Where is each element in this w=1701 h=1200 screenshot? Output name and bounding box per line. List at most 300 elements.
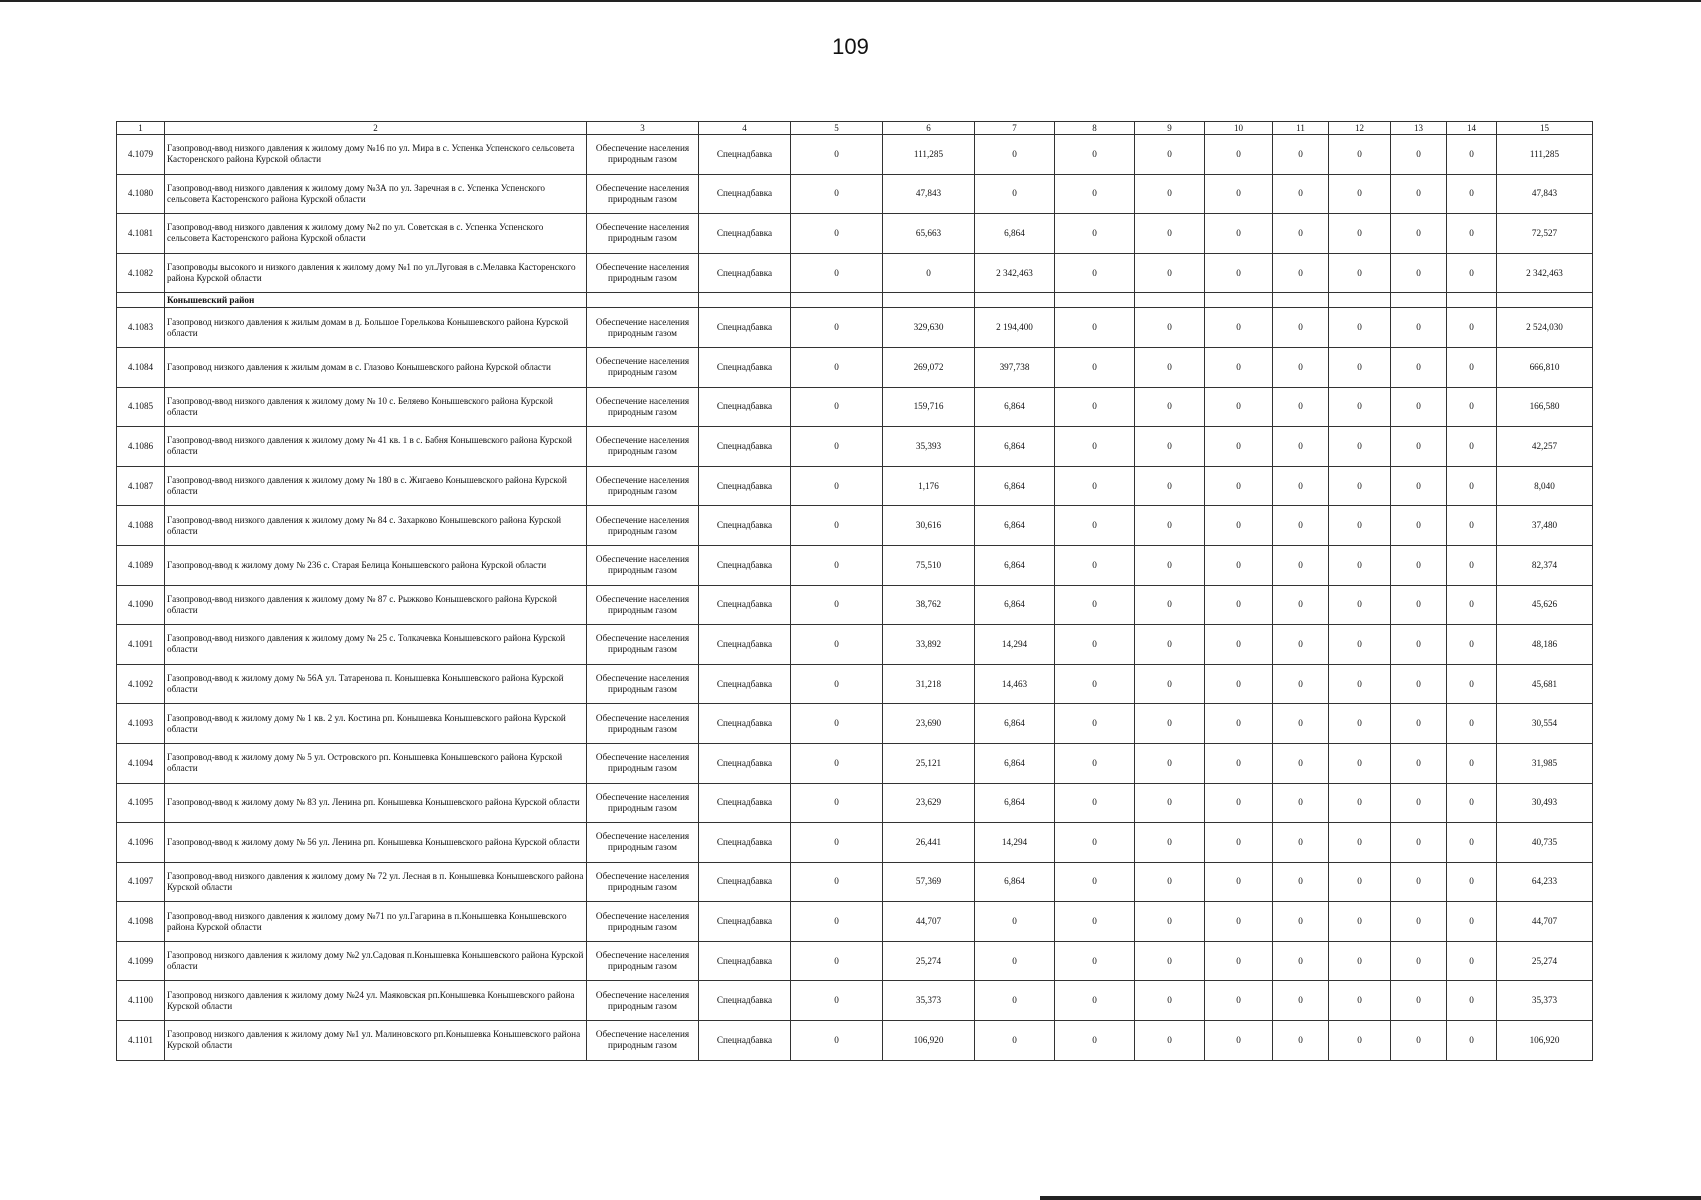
- district-empty-cell: [883, 293, 975, 308]
- value-col-13: 0: [1391, 941, 1447, 981]
- value-col-6: 23,629: [883, 783, 975, 823]
- purpose: Обеспечение населения природным газом: [587, 743, 699, 783]
- value-col-6: 30,616: [883, 506, 975, 546]
- purpose: Обеспечение населения природным газом: [587, 347, 699, 387]
- purpose: Обеспечение населения природным газом: [587, 214, 699, 254]
- value-col-10: 0: [1205, 664, 1273, 704]
- row-id: 4.1088: [117, 506, 165, 546]
- total-value: 2 342,463: [1497, 253, 1593, 293]
- value-col-5: 0: [791, 941, 883, 981]
- value-col-5: 0: [791, 308, 883, 348]
- value-col-10: 0: [1205, 941, 1273, 981]
- value-col-7: 6,864: [975, 783, 1055, 823]
- object-name: Газопровод-ввод к жилому дому № 56 ул. Ленина рп. Конышевка Конышевского района Курской области: [165, 823, 587, 863]
- object-name: Газопровод низкого давления к жилому дому №2 ул.Садовая п.Конышевка Конышевского района Курской области: [165, 941, 587, 981]
- value-col-11: 0: [1273, 174, 1329, 214]
- value-col-14: 0: [1447, 1021, 1497, 1061]
- value-col-11: 0: [1273, 664, 1329, 704]
- value-col-9: 0: [1135, 625, 1205, 665]
- value-col-10: 0: [1205, 506, 1273, 546]
- total-value: 30,554: [1497, 704, 1593, 744]
- object-name: Газопровод-ввод низкого давления к жилому дому №2 по ул. Советская в с. Успенка Успенского сельсовета Касторенского района Курской области: [165, 214, 587, 254]
- value-col-8: 0: [1055, 135, 1135, 175]
- funding-source: Спецнадбавка: [699, 545, 791, 585]
- total-value: 37,480: [1497, 506, 1593, 546]
- district-id-cell: [117, 293, 165, 308]
- value-col-10: 0: [1205, 902, 1273, 942]
- object-name: Газопровод-ввод низкого давления к жилому дому № 84 с. Захарково Конышевского района Курской области: [165, 506, 587, 546]
- row-id: 4.1092: [117, 664, 165, 704]
- purpose: Обеспечение населения природным газом: [587, 823, 699, 863]
- column-number-4: 4: [699, 122, 791, 135]
- total-value: 2 524,030: [1497, 308, 1593, 348]
- district-empty-cell: [699, 293, 791, 308]
- value-col-10: 0: [1205, 387, 1273, 427]
- value-col-9: 0: [1135, 902, 1205, 942]
- value-col-7: 2 194,400: [975, 308, 1055, 348]
- value-col-6: 1,176: [883, 466, 975, 506]
- value-col-14: 0: [1447, 214, 1497, 254]
- value-col-14: 0: [1447, 783, 1497, 823]
- value-col-12: 0: [1329, 545, 1391, 585]
- value-col-8: 0: [1055, 545, 1135, 585]
- value-col-14: 0: [1447, 664, 1497, 704]
- row-id: 4.1089: [117, 545, 165, 585]
- funding-source: Спецнадбавка: [699, 862, 791, 902]
- value-col-7: 6,864: [975, 743, 1055, 783]
- column-number-15: 15: [1497, 122, 1593, 135]
- object-name: Газопровод-ввод к жилому дому № 236 с. Старая Белица Конышевского района Курской области: [165, 545, 587, 585]
- value-col-11: 0: [1273, 214, 1329, 254]
- purpose: Обеспечение населения природным газом: [587, 1021, 699, 1061]
- funding-source: Спецнадбавка: [699, 625, 791, 665]
- value-col-12: 0: [1329, 387, 1391, 427]
- table-row: [117, 981, 1593, 1021]
- object-name: Газопровод-ввод к жилому дому № 5 ул. Островского рп. Конышевка Конышевского района Курской области: [165, 743, 587, 783]
- value-col-8: 0: [1055, 902, 1135, 942]
- value-col-12: 0: [1329, 981, 1391, 1021]
- total-value: 666,810: [1497, 347, 1593, 387]
- purpose: Обеспечение населения природным газом: [587, 427, 699, 467]
- value-col-6: 106,920: [883, 1021, 975, 1061]
- value-col-12: 0: [1329, 625, 1391, 665]
- purpose: Обеспечение населения природным газом: [587, 387, 699, 427]
- value-col-9: 0: [1135, 823, 1205, 863]
- value-col-14: 0: [1447, 253, 1497, 293]
- value-col-7: 14,294: [975, 823, 1055, 863]
- value-col-13: 0: [1391, 347, 1447, 387]
- purpose: Обеспечение населения природным газом: [587, 135, 699, 175]
- row-id: 4.1091: [117, 625, 165, 665]
- scan-edge-bottom: [1040, 1196, 1701, 1200]
- district-empty-cell: [791, 293, 883, 308]
- value-col-6: 329,630: [883, 308, 975, 348]
- value-col-12: 0: [1329, 347, 1391, 387]
- value-col-7: 6,864: [975, 506, 1055, 546]
- row-id: 4.1093: [117, 704, 165, 744]
- value-col-5: 0: [791, 664, 883, 704]
- value-col-13: 0: [1391, 135, 1447, 175]
- value-col-11: 0: [1273, 347, 1329, 387]
- value-col-12: 0: [1329, 941, 1391, 981]
- value-col-9: 0: [1135, 214, 1205, 254]
- value-col-7: 14,294: [975, 625, 1055, 665]
- value-col-7: 2 342,463: [975, 253, 1055, 293]
- value-col-13: 0: [1391, 308, 1447, 348]
- value-col-8: 0: [1055, 823, 1135, 863]
- table-row: [117, 902, 1593, 942]
- object-name: Газопровод-ввод к жилому дому № 1 кв. 2 ул. Костина рп. Конышевка Конышевского района Курской области: [165, 704, 587, 744]
- value-col-12: 0: [1329, 1021, 1391, 1061]
- funding-source: Спецнадбавка: [699, 981, 791, 1021]
- purpose: Обеспечение населения природным газом: [587, 783, 699, 823]
- value-col-13: 0: [1391, 862, 1447, 902]
- value-col-9: 0: [1135, 783, 1205, 823]
- value-col-8: 0: [1055, 427, 1135, 467]
- funding-source: Спецнадбавка: [699, 704, 791, 744]
- row-id: 4.1083: [117, 308, 165, 348]
- value-col-13: 0: [1391, 783, 1447, 823]
- value-col-6: 25,121: [883, 743, 975, 783]
- value-col-14: 0: [1447, 387, 1497, 427]
- purpose: Обеспечение населения природным газом: [587, 253, 699, 293]
- value-col-8: 0: [1055, 466, 1135, 506]
- value-col-13: 0: [1391, 823, 1447, 863]
- column-number-10: 10: [1205, 122, 1273, 135]
- value-col-12: 0: [1329, 135, 1391, 175]
- value-col-9: 0: [1135, 135, 1205, 175]
- object-name: Газопровод-ввод низкого давления к жилому дому № 72 ул. Лесная в п. Конышевка Конышевского района Курской области: [165, 862, 587, 902]
- row-id: 4.1094: [117, 743, 165, 783]
- value-col-9: 0: [1135, 862, 1205, 902]
- value-col-6: 57,369: [883, 862, 975, 902]
- table-row: [117, 783, 1593, 823]
- purpose: Обеспечение населения природным газом: [587, 941, 699, 981]
- value-col-9: 0: [1135, 466, 1205, 506]
- value-col-10: 0: [1205, 347, 1273, 387]
- value-col-11: 0: [1273, 862, 1329, 902]
- value-col-14: 0: [1447, 174, 1497, 214]
- value-col-9: 0: [1135, 174, 1205, 214]
- column-number-7: 7: [975, 122, 1055, 135]
- value-col-13: 0: [1391, 427, 1447, 467]
- value-col-14: 0: [1447, 308, 1497, 348]
- value-col-11: 0: [1273, 466, 1329, 506]
- value-col-11: 0: [1273, 902, 1329, 942]
- table-row: [117, 941, 1593, 981]
- object-name: Газопровод-ввод низкого давления к жилому дому №3А по ул. Заречная в с. Успенка Успенского сельсовета Касторенского района Курской области: [165, 174, 587, 214]
- row-id: 4.1101: [117, 1021, 165, 1061]
- row-id: 4.1095: [117, 783, 165, 823]
- table-row: [117, 862, 1593, 902]
- value-col-6: 159,716: [883, 387, 975, 427]
- funding-source: Спецнадбавка: [699, 214, 791, 254]
- value-col-13: 0: [1391, 174, 1447, 214]
- value-col-11: 0: [1273, 783, 1329, 823]
- value-col-6: 26,441: [883, 823, 975, 863]
- funding-source: Спецнадбавка: [699, 585, 791, 625]
- district-empty-cell: [1135, 293, 1205, 308]
- table-row: [117, 823, 1593, 863]
- value-col-14: 0: [1447, 466, 1497, 506]
- district-empty-cell: [1447, 293, 1497, 308]
- purpose: Обеспечение населения природным газом: [587, 981, 699, 1021]
- row-id: 4.1082: [117, 253, 165, 293]
- value-col-9: 0: [1135, 585, 1205, 625]
- value-col-11: 0: [1273, 704, 1329, 744]
- table-body: [117, 122, 1593, 1061]
- purpose: Обеспечение населения природным газом: [587, 466, 699, 506]
- value-col-10: 0: [1205, 174, 1273, 214]
- table-row: [117, 347, 1593, 387]
- value-col-10: 0: [1205, 214, 1273, 254]
- purpose: Обеспечение населения природным газом: [587, 862, 699, 902]
- row-id: 4.1099: [117, 941, 165, 981]
- value-col-13: 0: [1391, 585, 1447, 625]
- value-col-8: 0: [1055, 743, 1135, 783]
- row-id: 4.1081: [117, 214, 165, 254]
- value-col-12: 0: [1329, 214, 1391, 254]
- value-col-6: 75,510: [883, 545, 975, 585]
- value-col-6: 23,690: [883, 704, 975, 744]
- value-col-6: 44,707: [883, 902, 975, 942]
- value-col-8: 0: [1055, 625, 1135, 665]
- table-row: [117, 387, 1593, 427]
- value-col-14: 0: [1447, 625, 1497, 665]
- value-col-5: 0: [791, 862, 883, 902]
- funding-source: Спецнадбавка: [699, 941, 791, 981]
- value-col-10: 0: [1205, 308, 1273, 348]
- value-col-5: 0: [791, 704, 883, 744]
- value-col-14: 0: [1447, 902, 1497, 942]
- value-col-7: 6,864: [975, 387, 1055, 427]
- total-value: 47,843: [1497, 174, 1593, 214]
- table-row: [117, 174, 1593, 214]
- value-col-14: 0: [1447, 135, 1497, 175]
- value-col-9: 0: [1135, 308, 1205, 348]
- district-empty-cell: [1497, 293, 1593, 308]
- value-col-5: 0: [791, 387, 883, 427]
- district-empty-cell: [1391, 293, 1447, 308]
- value-col-8: 0: [1055, 941, 1135, 981]
- purpose: Обеспечение населения природным газом: [587, 625, 699, 665]
- gas-pipeline-table: [116, 121, 1593, 1061]
- value-col-11: 0: [1273, 585, 1329, 625]
- value-col-14: 0: [1447, 704, 1497, 744]
- row-id: 4.1085: [117, 387, 165, 427]
- table-row: [117, 664, 1593, 704]
- value-col-14: 0: [1447, 823, 1497, 863]
- table-row: [117, 427, 1593, 467]
- value-col-5: 0: [791, 466, 883, 506]
- value-col-12: 0: [1329, 783, 1391, 823]
- value-col-7: 0: [975, 902, 1055, 942]
- value-col-8: 0: [1055, 1021, 1135, 1061]
- row-id: 4.1086: [117, 427, 165, 467]
- value-col-7: 397,738: [975, 347, 1055, 387]
- value-col-6: 0: [883, 253, 975, 293]
- value-col-10: 0: [1205, 135, 1273, 175]
- total-value: 166,580: [1497, 387, 1593, 427]
- value-col-13: 0: [1391, 387, 1447, 427]
- value-col-5: 0: [791, 1021, 883, 1061]
- funding-source: Спецнадбавка: [699, 253, 791, 293]
- funding-source: Спецнадбавка: [699, 1021, 791, 1061]
- object-name: Газопровод низкого давления к жилым домам в д. Большое Горелькова Конышевского района Курской области: [165, 308, 587, 348]
- value-col-5: 0: [791, 981, 883, 1021]
- value-col-8: 0: [1055, 214, 1135, 254]
- value-col-13: 0: [1391, 506, 1447, 546]
- column-number-14: 14: [1447, 122, 1497, 135]
- value-col-8: 0: [1055, 308, 1135, 348]
- value-col-13: 0: [1391, 704, 1447, 744]
- value-col-10: 0: [1205, 625, 1273, 665]
- value-col-6: 47,843: [883, 174, 975, 214]
- column-number-3: 3: [587, 122, 699, 135]
- value-col-7: 0: [975, 941, 1055, 981]
- value-col-8: 0: [1055, 585, 1135, 625]
- value-col-10: 0: [1205, 1021, 1273, 1061]
- value-col-6: 25,274: [883, 941, 975, 981]
- value-col-10: 0: [1205, 466, 1273, 506]
- value-col-5: 0: [791, 743, 883, 783]
- district-name: Конышевский район: [165, 293, 587, 308]
- value-col-14: 0: [1447, 862, 1497, 902]
- value-col-7: 14,463: [975, 664, 1055, 704]
- value-col-7: 6,864: [975, 862, 1055, 902]
- column-number-12: 12: [1329, 122, 1391, 135]
- value-col-11: 0: [1273, 625, 1329, 665]
- funding-source: Спецнадбавка: [699, 506, 791, 546]
- value-col-14: 0: [1447, 427, 1497, 467]
- value-col-13: 0: [1391, 743, 1447, 783]
- total-value: 111,285: [1497, 135, 1593, 175]
- value-col-14: 0: [1447, 585, 1497, 625]
- value-col-12: 0: [1329, 253, 1391, 293]
- value-col-11: 0: [1273, 387, 1329, 427]
- value-col-9: 0: [1135, 941, 1205, 981]
- table-row: [117, 625, 1593, 665]
- value-col-7: 6,864: [975, 214, 1055, 254]
- column-number-header: [117, 122, 1593, 135]
- value-col-9: 0: [1135, 506, 1205, 546]
- value-col-11: 0: [1273, 1021, 1329, 1061]
- total-value: 40,735: [1497, 823, 1593, 863]
- total-value: 48,186: [1497, 625, 1593, 665]
- row-id: 4.1096: [117, 823, 165, 863]
- table-row: [117, 743, 1593, 783]
- total-value: 72,527: [1497, 214, 1593, 254]
- value-col-8: 0: [1055, 862, 1135, 902]
- row-id: 4.1098: [117, 902, 165, 942]
- value-col-5: 0: [791, 253, 883, 293]
- value-col-9: 0: [1135, 253, 1205, 293]
- value-col-12: 0: [1329, 902, 1391, 942]
- value-col-12: 0: [1329, 174, 1391, 214]
- value-col-5: 0: [791, 506, 883, 546]
- value-col-11: 0: [1273, 506, 1329, 546]
- value-col-14: 0: [1447, 981, 1497, 1021]
- value-col-11: 0: [1273, 308, 1329, 348]
- value-col-5: 0: [791, 135, 883, 175]
- value-col-9: 0: [1135, 545, 1205, 585]
- value-col-7: 6,864: [975, 427, 1055, 467]
- value-col-7: 6,864: [975, 466, 1055, 506]
- value-col-9: 0: [1135, 387, 1205, 427]
- value-col-12: 0: [1329, 466, 1391, 506]
- value-col-10: 0: [1205, 743, 1273, 783]
- value-col-14: 0: [1447, 347, 1497, 387]
- value-col-5: 0: [791, 174, 883, 214]
- total-value: 45,626: [1497, 585, 1593, 625]
- row-id: 4.1090: [117, 585, 165, 625]
- value-col-9: 0: [1135, 427, 1205, 467]
- funding-source: Спецнадбавка: [699, 466, 791, 506]
- value-col-14: 0: [1447, 743, 1497, 783]
- value-col-6: 33,892: [883, 625, 975, 665]
- value-col-7: 0: [975, 135, 1055, 175]
- value-col-7: 6,864: [975, 704, 1055, 744]
- value-col-7: 0: [975, 174, 1055, 214]
- value-col-10: 0: [1205, 823, 1273, 863]
- value-col-13: 0: [1391, 1021, 1447, 1061]
- value-col-8: 0: [1055, 506, 1135, 546]
- value-col-12: 0: [1329, 427, 1391, 467]
- value-col-9: 0: [1135, 1021, 1205, 1061]
- row-id: 4.1100: [117, 981, 165, 1021]
- purpose: Обеспечение населения природным газом: [587, 704, 699, 744]
- value-col-10: 0: [1205, 862, 1273, 902]
- object-name: Газопровод-ввод низкого давления к жилому дому №16 по ул. Мира в с. Успенка Успенского сельсовета Касторенского района Курской области: [165, 135, 587, 175]
- column-number-13: 13: [1391, 122, 1447, 135]
- column-number-9: 9: [1135, 122, 1205, 135]
- total-value: 25,274: [1497, 941, 1593, 981]
- table-row: [117, 506, 1593, 546]
- value-col-13: 0: [1391, 545, 1447, 585]
- column-number-6: 6: [883, 122, 975, 135]
- value-col-14: 0: [1447, 545, 1497, 585]
- district-empty-cell: [1329, 293, 1391, 308]
- purpose: Обеспечение населения природным газом: [587, 585, 699, 625]
- value-col-8: 0: [1055, 783, 1135, 823]
- object-name: Газопровод-ввод к жилому дому № 83 ул. Ленина рп. Конышевка Конышевского района Курской области: [165, 783, 587, 823]
- value-col-8: 0: [1055, 253, 1135, 293]
- value-col-14: 0: [1447, 506, 1497, 546]
- object-name: Газопроводы высокого и низкого давления к жилому дому №1 по ул.Луговая в с.Мелавка Касторенского района Курской области: [165, 253, 587, 293]
- value-col-12: 0: [1329, 585, 1391, 625]
- object-name: Газопровод-ввод низкого давления к жилому дому № 25 с. Толкачевка Конышевского района Курской области: [165, 625, 587, 665]
- column-number-1: 1: [117, 122, 165, 135]
- table-row: [117, 308, 1593, 348]
- value-col-13: 0: [1391, 466, 1447, 506]
- value-col-7: 0: [975, 1021, 1055, 1061]
- value-col-12: 0: [1329, 743, 1391, 783]
- value-col-5: 0: [791, 783, 883, 823]
- district-header-row: [117, 293, 1593, 308]
- value-col-14: 0: [1447, 941, 1497, 981]
- value-col-7: 0: [975, 981, 1055, 1021]
- total-value: 82,374: [1497, 545, 1593, 585]
- object-name: Газопровод низкого давления к жилому дому №24 ул. Маяковская рп.Конышевка Конышевского района Курской области: [165, 981, 587, 1021]
- funding-source: Спецнадбавка: [699, 308, 791, 348]
- object-name: Газопровод-ввод низкого давления к жилому дому № 87 с. Рыжково Конышевского района Курской области: [165, 585, 587, 625]
- object-name: Газопровод-ввод низкого давления к жилому дому № 180 в с. Жигаево Конышевского района Курской области: [165, 466, 587, 506]
- total-value: 30,493: [1497, 783, 1593, 823]
- value-col-10: 0: [1205, 427, 1273, 467]
- value-col-5: 0: [791, 347, 883, 387]
- value-col-10: 0: [1205, 704, 1273, 744]
- funding-source: Спецнадбавка: [699, 135, 791, 175]
